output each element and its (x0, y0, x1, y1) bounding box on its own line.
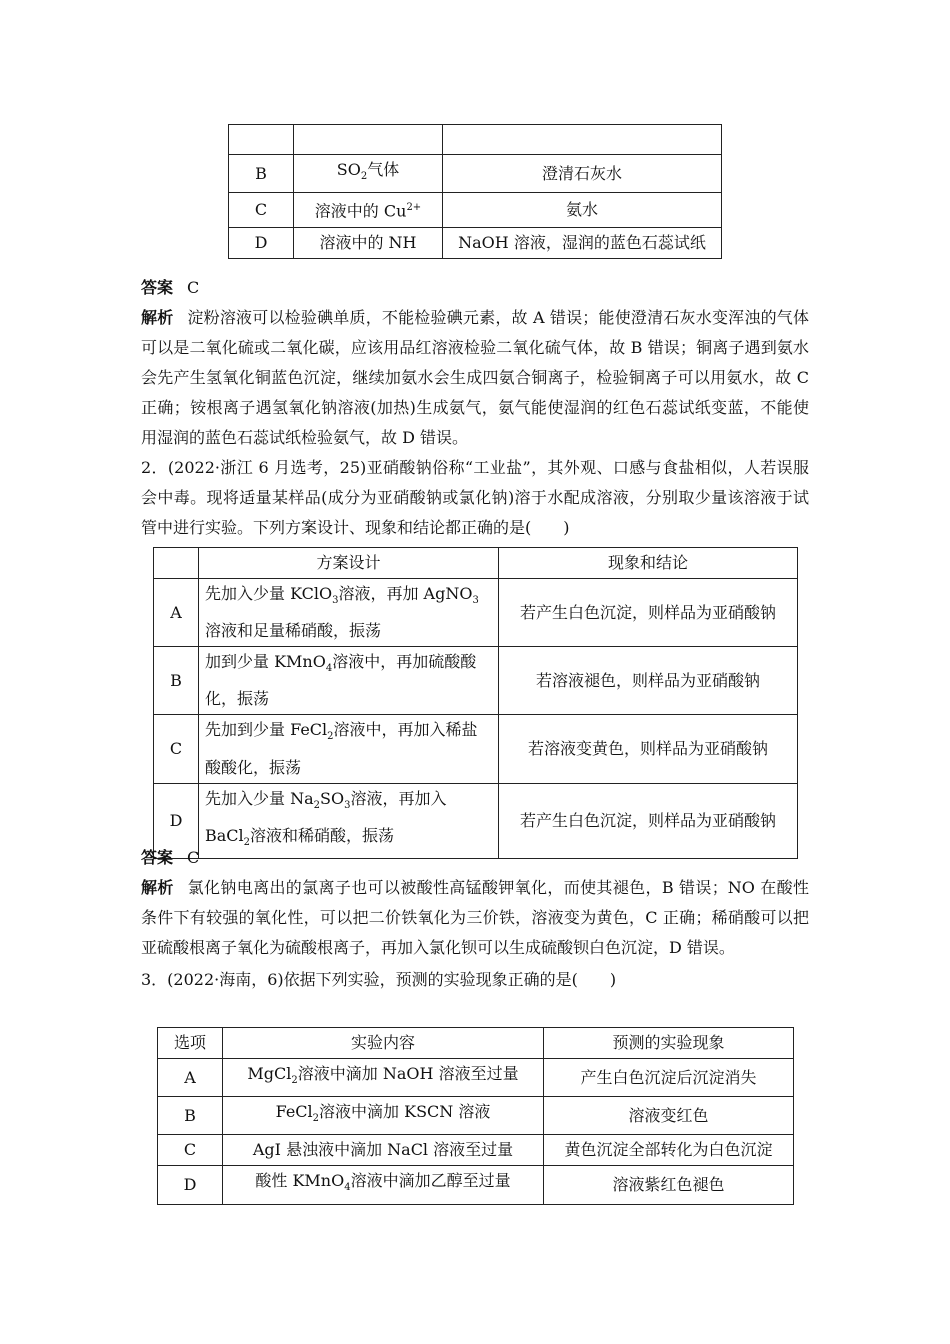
table-header-opt: 选项 (158, 1028, 223, 1059)
table-header-result: 现象和结论 (499, 548, 798, 579)
table-cell: C (158, 1135, 223, 1166)
table-header-row (158, 1028, 794, 1059)
table-cell: 氨水 (443, 193, 722, 227)
table-cell: 溶液中的 NH (294, 227, 443, 258)
table-cell (294, 125, 443, 155)
table-header-phen: 预测的实验现象 (544, 1028, 794, 1059)
table-cell: C (229, 193, 294, 227)
table-cell: C (154, 715, 199, 783)
answer-value: C (187, 278, 200, 297)
table-row (229, 227, 722, 258)
table-row (154, 715, 798, 783)
answer-label: 答案 (141, 278, 174, 297)
table-cell: NaOH 溶液，湿润的蓝色石蕊试纸 (443, 227, 722, 258)
table-cell: A (154, 579, 199, 647)
table-cell: D (158, 1166, 223, 1204)
table-cell: 酸性 KMnO$_4$溶液中滴加乙醇至过量 (223, 1166, 544, 1204)
table-cell: MgCl$_2$溶液中滴加 NaOH 溶液至过量 (223, 1059, 544, 1097)
table-cell: 若产生白色沉淀，则样品为亚硝酸钠 (499, 783, 798, 858)
table-cell (154, 548, 199, 579)
table-header-content: 实验内容 (223, 1028, 544, 1059)
table-row (158, 1097, 794, 1135)
table-cell: B (158, 1097, 223, 1135)
table-cell: 产生白色沉淀后沉淀消失 (544, 1059, 794, 1097)
table-cell: B (229, 155, 294, 193)
analysis-text: 氯化钠电离出的氯离子也可以被酸性高锰酸钾氧化，而使其褪色，B 错误；NO 在酸性条件下有较强的氧化性，可以把二价铁氧化为三价铁，溶液变为黄色，C 正确；稀硝酸可以把亚硫酸根离子氧化为硫酸根离子，再加入氯化钡可以生成硫酸钡白色沉淀，D 错误。 (141, 878, 809, 957)
table-row (158, 1135, 794, 1166)
table-cell: 先加到少量 FeCl$_2$溶液中，再加入稀盐 酸酸化，振荡 (199, 715, 499, 783)
table-cell: B (154, 647, 199, 715)
table-cell (229, 125, 294, 155)
table-cell: 溶液中的 $Cu^{2+}$ (294, 193, 443, 227)
table-row (229, 155, 722, 193)
table-cell: 先加入少量 KClO$_3$溶液，再加 AgNO$_3$ 溶液和足量稀硝酸，振荡 (199, 579, 499, 647)
table-cell (443, 125, 722, 155)
table-cell: 若溶液变黄色，则样品为亚硝酸钠 (499, 715, 798, 783)
answer-1 (141, 273, 809, 303)
table-cell: 溶液紫红色褪色 (544, 1166, 794, 1204)
analysis-1 (141, 303, 809, 453)
table-cell: D (229, 227, 294, 258)
table-cell: $SO_2$气体 (294, 155, 443, 193)
table-2 (153, 547, 798, 859)
table-cell: 若产生白色沉淀，则样品为亚硝酸钠 (499, 579, 798, 647)
table-row (154, 579, 798, 647)
answer-2 (141, 843, 809, 873)
table-row (229, 193, 722, 227)
question-3: 3．(2022·海南，6)依据下列实验，预测的实验现象正确的是( ) (141, 970, 617, 989)
table-1 (228, 124, 722, 259)
table-header-design: 方案设计 (199, 548, 499, 579)
table-cell: AgI 悬浊液中滴加 NaCl 溶液至过量 (223, 1135, 544, 1166)
table-cell: 溶液变红色 (544, 1097, 794, 1135)
table-cell: 若溶液褪色，则样品为亚硝酸钠 (499, 647, 798, 715)
answer-value: C (187, 848, 200, 867)
table-header-row (154, 548, 798, 579)
table-3 (157, 1027, 794, 1205)
analysis-2 (141, 873, 809, 963)
analysis-text: 淀粉溶液可以检验碘单质，不能检验碘元素，故 A 错误；能使澄清石灰水变浑浊的气体可以是二氧化硫或二氧化碳，应该用品红溶液检验二氧化硫气体，故 B 错误；铜离子遇到氨水会先产生氢氧化铜蓝色沉淀，继续加氨水会生成四氨合铜离子，检验铜离子可以用氨水，故 C 正确；铵根离子遇氢氧化钠溶液(加热)生成氨气，氨气能使湿润的红色石蕊试纸变蓝，不能使用湿润的蓝色石蕊试纸检验氨气，故 D 错误。 (141, 308, 809, 447)
table-row (229, 125, 722, 155)
table-cell: 澄清石灰水 (443, 155, 722, 193)
question-2: 2．(2022·浙江 6 月选考，25)亚硝酸钠俗称“工业盐”，其外观、口感与食盐相似，人若误服会中毒。现将适量某样品(成分为亚硝酸钠或氯化钠)溶于水配成溶液，分别取少量该溶液于试管中进行实验。下列方案设计、现象和结论都正确的是( ) (141, 458, 809, 537)
table-cell: FeCl$_2$溶液中滴加 KSCN 溶液 (223, 1097, 544, 1135)
table-cell: D (154, 783, 199, 858)
analysis-label: 解析 (141, 878, 174, 897)
table-cell: 加到少量 KMnO$_4$溶液中，再加硫酸酸 化，振荡 (199, 647, 499, 715)
answer-label: 答案 (141, 848, 174, 867)
table-row (158, 1059, 794, 1097)
table-cell: 先加入少量 $Na_2SO_3$溶液，再加入 BaCl$_2$溶液和稀硝酸，振荡 (199, 783, 499, 858)
analysis-label: 解析 (141, 308, 174, 327)
table-cell: A (158, 1059, 223, 1097)
table-row (154, 647, 798, 715)
table-cell: 黄色沉淀全部转化为白色沉淀 (544, 1135, 794, 1166)
table-row (158, 1166, 794, 1204)
